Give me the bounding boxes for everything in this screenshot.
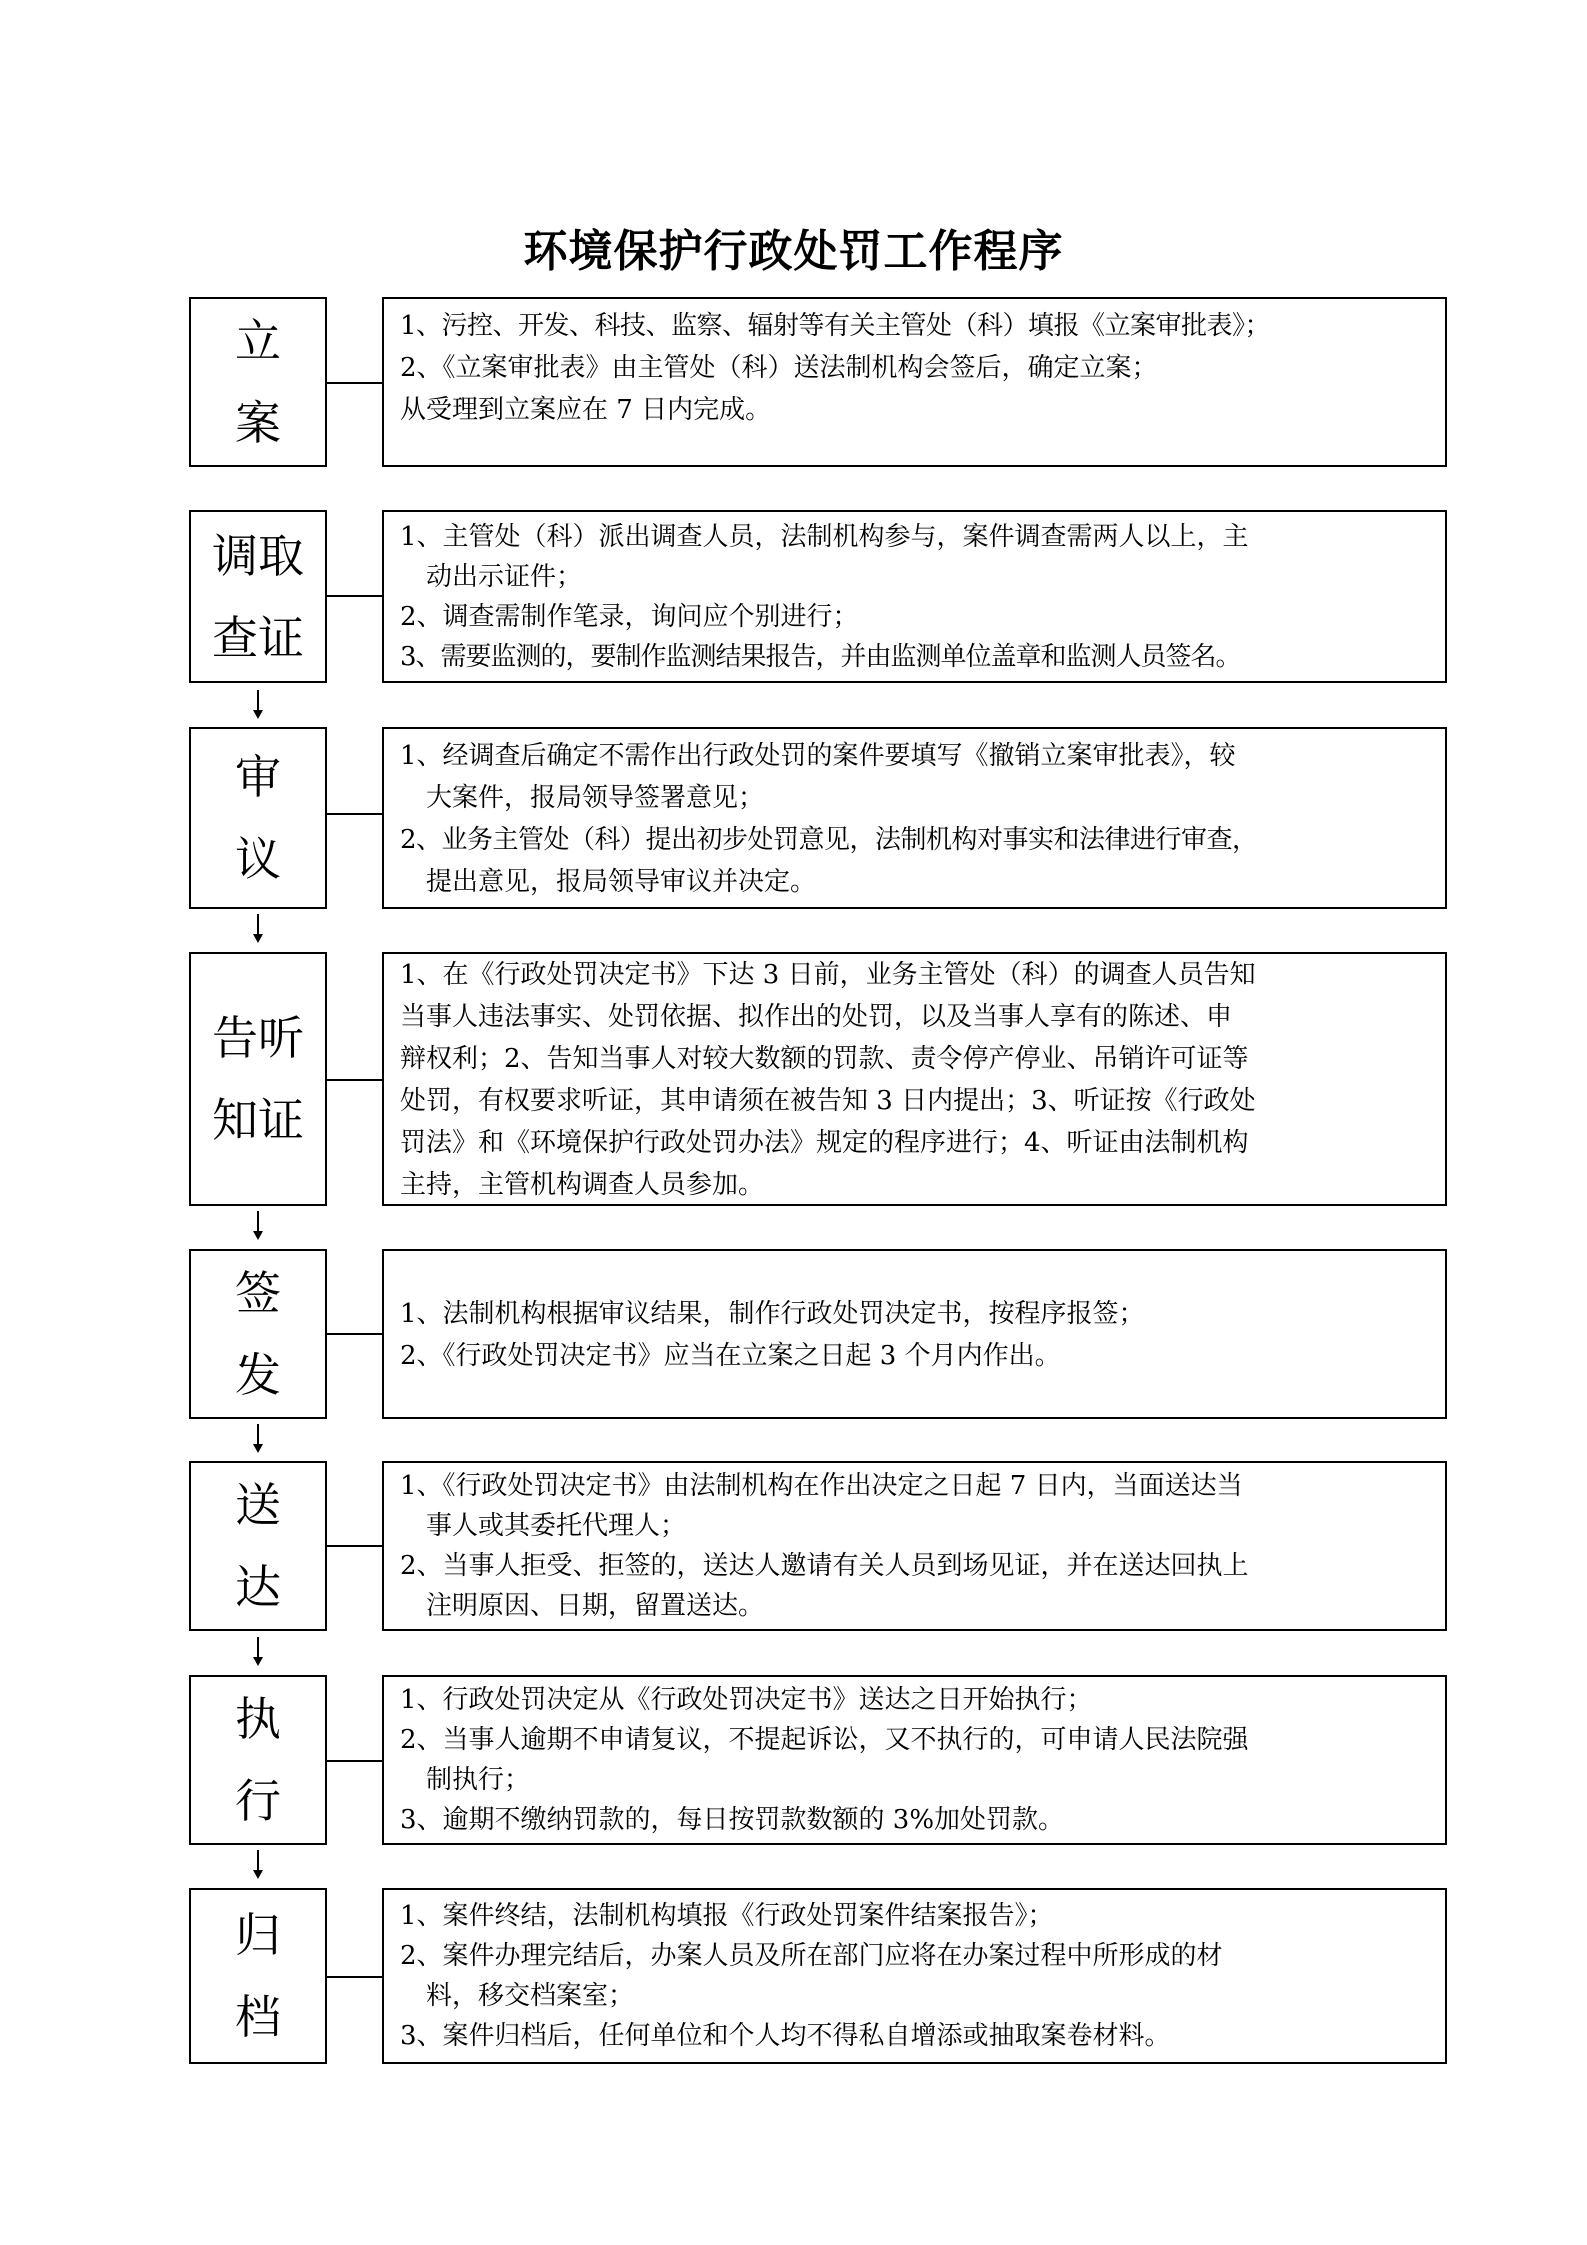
connector-line: [327, 382, 382, 384]
stage-name-bottom: 达: [235, 1560, 281, 1614]
stage-box-review: [189, 727, 327, 909]
detail-line: 动出示证件；: [400, 561, 583, 592]
arrow-down-icon: [251, 1637, 265, 1667]
detail-line: 罚法》和《环境保护行政处罚办法》规定的程序进行；4、听证由法制机构: [400, 1128, 1249, 1158]
detail-box-review: [382, 727, 1447, 909]
detail-line: 从受理到立案应在 7 日内完成。: [400, 395, 772, 425]
connector-line: [327, 1079, 382, 1081]
stage-name-bottom: 查证: [212, 610, 304, 665]
detail-line: 2、业务主管处（科）提出初步处罚意见，法制机构对事实和法律进行审查，: [400, 825, 1258, 855]
arrow-down-icon: [251, 1850, 265, 1880]
stage-name-top: 审: [235, 750, 281, 804]
stage-name-bottom: 议: [235, 832, 281, 886]
detail-box-delivery: [382, 1461, 1447, 1631]
stage-box-delivery: [189, 1461, 327, 1631]
stage-box-execution: [189, 1675, 327, 1845]
detail-line: 提出意见，报局领导审议并决定。: [400, 867, 817, 897]
detail-line: 制执行；: [400, 1765, 531, 1795]
page-title: 环境保护行政处罚工作程序: [523, 226, 1064, 277]
detail-box-filing: [382, 297, 1447, 467]
stage-box-investigation: [189, 510, 327, 683]
detail-line: 1、行政处罚决定从《行政处罚决定书》送达之日开始执行；: [400, 1685, 1093, 1715]
detail-line: 事人或其委托代理人；: [400, 1511, 687, 1541]
arrow-down-icon: [251, 914, 265, 944]
stage-name-top: 执: [235, 1692, 281, 1746]
stage-name-bottom: 知证: [212, 1093, 304, 1147]
detail-box-issue: [382, 1249, 1447, 1419]
detail-box-archive: [382, 1888, 1447, 2064]
detail-box-execution: [382, 1675, 1447, 1845]
detail-line: 1、法制机构根据审议结果，制作行政处罚决定书，按程序报签；: [400, 1299, 1145, 1329]
detail-line: 3、案件归档后，任何单位和个人均不得私自增添或抽取案卷材料。: [400, 2021, 1171, 2051]
detail-line: 1、主管处（科）派出调查人员，法制机构参与，案件调查需两人以上，主: [400, 521, 1249, 552]
detail-box-investigation: [382, 510, 1447, 683]
detail-line: 2、《立案审批表》由主管处（科）送法制机构会签后，确定立案；: [400, 353, 1158, 383]
stage-name-top: 告听: [212, 1011, 304, 1065]
stage-name-bottom: 案: [235, 396, 281, 450]
detail-line: 处罚，有权要求听证，其申请须在被告知 3 日内提出；3、听证按《行政处: [400, 1086, 1256, 1116]
stage-name-bottom: 行: [235, 1774, 281, 1828]
detail-line: 3、需要监测的，要制作监测结果报告，并由监测单位盖章和监测人员签名。: [400, 641, 1241, 672]
stage-box-issue: [189, 1249, 327, 1419]
stage-name-top: 签: [235, 1266, 281, 1320]
stage-name-bottom: 档: [235, 1990, 281, 2044]
detail-line: 1、案件终结，法制机构填报《行政处罚案件结案报告》；: [400, 1901, 1054, 1931]
connector-line: [327, 1333, 382, 1335]
detail-box-notice-hearing: [382, 952, 1447, 1206]
stage-name-top: 归: [235, 1908, 281, 1962]
detail-line: 2、当事人逾期不申请复议，不提起诉讼，又不执行的，可申请人民法院强: [400, 1725, 1249, 1755]
connector-line: [327, 595, 382, 597]
detail-line: 料，移交档案室；: [400, 1981, 635, 2011]
stage-name-top: 立: [235, 314, 281, 368]
detail-line: 3、逾期不缴纳罚款的，每日按罚款数额的 3%加处罚款。: [400, 1805, 1065, 1835]
arrow-down-icon: [251, 1424, 265, 1454]
detail-line: 1、《行政处罚决定书》由法制机构在作出决定之日起 7 日内，当面送达当: [400, 1471, 1243, 1501]
stage-box-notice-hearing: [189, 952, 327, 1206]
detail-line: 大案件，报局领导签署意见；: [400, 783, 765, 813]
stage-name-bottom: 发: [235, 1348, 281, 1402]
detail-line: 当事人违法事实、处罚依据、拟作出的处罚，以及当事人享有的陈述、申: [400, 1002, 1233, 1032]
stage-name-top: 送: [235, 1478, 281, 1532]
detail-line: 辩权利；2、告知当事人对较大数额的罚款、责令停产停业、吊销许可证等: [400, 1044, 1249, 1074]
connector-line: [327, 813, 382, 815]
stage-box-filing: [189, 297, 327, 467]
connector-line: [327, 1976, 382, 1978]
connector-line: [327, 1760, 382, 1762]
detail-line: 1、污控、开发、科技、监察、辐射等有关主管处（科）填报《立案审批表》；: [400, 311, 1271, 341]
arrow-down-icon: [251, 690, 265, 720]
connector-line: [327, 1545, 382, 1547]
detail-line: 2、《行政处罚决定书》应当在立案之日起 3 个月内作出。: [400, 1341, 1061, 1371]
detail-line: 主持，主管机构调查人员参加。: [400, 1170, 765, 1200]
detail-line: 1、在《行政处罚决定书》下达 3 日前，业务主管处（科）的调查人员告知: [400, 960, 1256, 990]
stage-box-archive: [189, 1888, 327, 2064]
detail-line: 注明原因、日期，留置送达。: [400, 1591, 765, 1621]
stage-name-top: 调取: [212, 528, 304, 583]
detail-line: 2、案件办理完结后，办案人员及所在部门应将在办案过程中所形成的材: [400, 1941, 1223, 1971]
detail-line: 2、当事人拒受、拒签的，送达人邀请有关人员到场见证，并在送达回执上: [400, 1551, 1249, 1581]
arrow-down-icon: [251, 1211, 265, 1241]
detail-line: 2、调查需制作笔录，询问应个别进行；: [400, 601, 859, 632]
detail-line: 1、经调查后确定不需作出行政处罚的案件要填写《撤销立案审批表》，较: [400, 741, 1236, 771]
